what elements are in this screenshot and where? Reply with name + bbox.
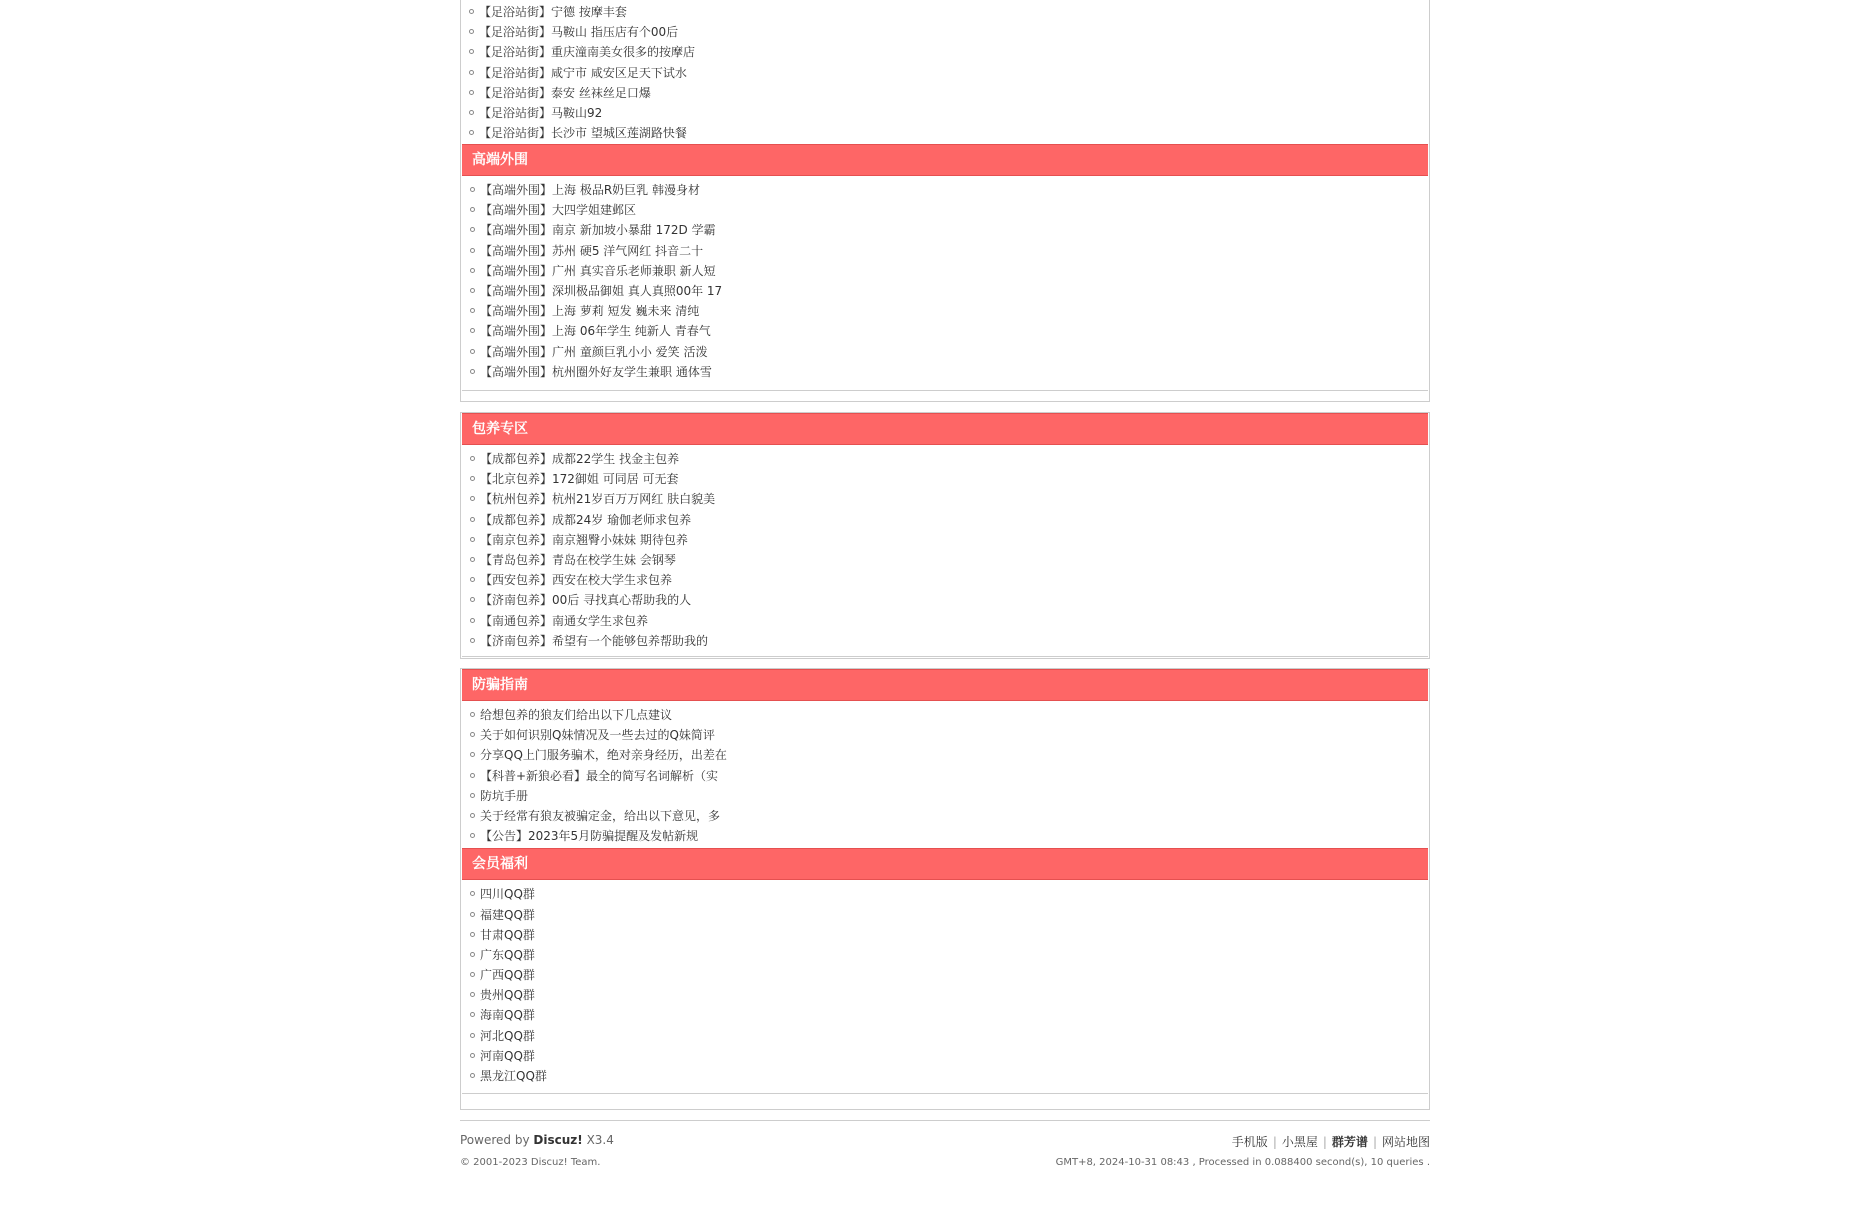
list-item[interactable] <box>470 945 1428 965</box>
bullet-icon <box>470 618 475 623</box>
thread-link[interactable]: 甘肃QQ群 <box>480 927 535 942</box>
thread-link[interactable]: 【杭州包养】杭州21岁百万万网红 肤白貌美 <box>480 492 716 507</box>
thread-link[interactable]: 【高端外围】大四学姐建邺区 <box>480 203 637 218</box>
section-panel <box>462 144 1428 391</box>
list-item[interactable] <box>470 180 1428 200</box>
bullet-icon <box>470 187 475 192</box>
list-item[interactable] <box>470 705 1428 725</box>
thread-link[interactable]: 【高端外围】杭州圈外好友学生兼职 通体雪 <box>480 364 712 379</box>
list-item[interactable] <box>470 489 1428 509</box>
bullet-icon <box>470 537 475 542</box>
section-foot-bath-continued <box>460 0 1430 145</box>
thread-link[interactable]: 【足浴站街】马鞍山92 <box>479 105 603 120</box>
section-body <box>462 445 1428 653</box>
bullet-icon <box>469 9 474 14</box>
thread-list-foot-bath <box>461 0 1429 143</box>
list-item[interactable] <box>470 261 1428 281</box>
link-separator: | <box>1272 1135 1277 1149</box>
bullet-icon <box>470 1033 475 1038</box>
bullet-icon <box>470 813 475 818</box>
bullet-icon <box>469 130 474 135</box>
list-item[interactable] <box>470 905 1428 925</box>
list-item[interactable] <box>470 449 1428 469</box>
list-item[interactable] <box>470 1066 1428 1086</box>
section-title[interactable]: 包养专区 <box>462 413 1428 445</box>
list-item[interactable] <box>470 786 1428 806</box>
bullet-icon <box>470 732 475 737</box>
list-item[interactable] <box>470 965 1428 985</box>
thread-link[interactable]: 【足浴站街】泰安 丝袜丝足口爆 <box>479 85 651 100</box>
footer-divider <box>460 1120 1430 1121</box>
thread-link[interactable]: 【南京包养】南京翘臀小妹妹 期待包养 <box>480 532 688 547</box>
debug-info: GMT+8, 2024-10-31 08:43 , Processed in 0.088400 second(s), 10 queries . <box>1055 1157 1430 1168</box>
list-item[interactable] <box>469 123 1429 143</box>
bullet-icon <box>470 712 475 717</box>
thread-link[interactable]: 【济南包养】00后 寻找真心帮助我的人 <box>480 593 692 608</box>
powered-by <box>460 1133 614 1147</box>
link-separator: | <box>1372 1135 1377 1149</box>
list-item[interactable] <box>470 806 1428 826</box>
list-item[interactable] <box>470 321 1428 341</box>
list-item[interactable] <box>470 766 1428 786</box>
thread-link[interactable]: 给想包养的狼友们给出以下几点建议 <box>480 708 673 722</box>
section-guides-and-benefits <box>460 668 1430 1110</box>
thread-link[interactable]: 【足浴站街】马鞍山 指压店有个00后 <box>479 25 679 40</box>
thread-link[interactable]: 福建QQ群 <box>480 907 535 922</box>
thread-link[interactable]: 河南QQ群 <box>480 1048 535 1063</box>
thread-link[interactable]: 【成都包养】成都24岁 瑜伽老师求包养 <box>480 512 692 527</box>
thread-link[interactable]: 【青岛包养】青岛在校学生妹 会钢琴 <box>480 552 676 567</box>
link-separator: | <box>1322 1135 1327 1149</box>
list-item[interactable] <box>469 42 1429 62</box>
bullet-icon <box>470 638 475 643</box>
thread-link[interactable]: 关于如何识别Q妹情况及一些去过的Q妹简评 <box>480 728 715 743</box>
list-item[interactable] <box>470 1026 1428 1046</box>
thread-list <box>462 705 1428 846</box>
bullet-icon <box>470 891 475 896</box>
bullet-icon <box>469 90 474 95</box>
thread-link[interactable]: 分享QQ上门服务骗术，绝对亲身经历，出差在 <box>480 748 727 763</box>
bullet-icon <box>470 557 475 562</box>
sitemap-link[interactable]: 网站地图 <box>1381 1135 1430 1149</box>
section-panel-anti-fraud <box>462 669 1428 848</box>
list-item[interactable] <box>470 611 1428 631</box>
section-title[interactable]: 防骗指南 <box>462 669 1428 701</box>
bullet-icon <box>470 517 475 522</box>
section-title[interactable]: 会员福利 <box>462 848 1428 880</box>
thread-link[interactable]: 【高端外围】苏州 硬5 洋气网红 抖音二十 <box>480 243 704 258</box>
thread-link[interactable]: 【南通包养】南通女学生求包养 <box>480 613 649 628</box>
list-item[interactable] <box>470 469 1428 489</box>
bullet-icon <box>470 496 475 501</box>
thread-link[interactable]: 【公告】2023年5月防骗提醒及发帖新规 <box>480 829 699 844</box>
list-item[interactable] <box>470 281 1428 301</box>
thread-link[interactable]: 广西QQ群 <box>480 968 535 983</box>
bullet-icon <box>469 110 474 115</box>
bullet-icon <box>470 1012 475 1017</box>
mobile-link[interactable]: 手机版 <box>1231 1135 1268 1149</box>
thread-link[interactable]: 贵州QQ群 <box>480 988 535 1003</box>
thread-link[interactable]: 【西安包养】西安在校大学生求包养 <box>480 573 673 588</box>
discuz-link[interactable]: Discuz! <box>533 1133 583 1147</box>
bullet-icon <box>470 912 475 917</box>
thread-link[interactable]: 海南QQ群 <box>480 1008 535 1023</box>
list-item[interactable] <box>470 985 1428 1005</box>
list-item[interactable] <box>470 301 1428 321</box>
version-label: X3.4 <box>586 1133 614 1147</box>
section-sponsorship <box>460 412 1430 659</box>
powered-prefix: Powered by <box>460 1133 530 1147</box>
thread-link[interactable]: 【足浴站街】咸宁市 咸安区足天下试水 <box>479 65 687 80</box>
thread-link[interactable]: 【高端外围】上海 极品R奶巨乳 韩漫身材 <box>480 183 700 197</box>
list-item[interactable] <box>470 590 1428 610</box>
list-item[interactable] <box>470 725 1428 745</box>
list-item[interactable] <box>470 884 1428 904</box>
bullet-icon <box>470 476 475 481</box>
list-item[interactable] <box>469 22 1429 42</box>
section-high-end <box>460 144 1430 402</box>
bullet-icon <box>470 992 475 997</box>
bullet-icon <box>470 597 475 602</box>
bullet-icon <box>470 972 475 977</box>
bullet-icon <box>470 833 475 838</box>
bullet-icon <box>470 773 475 778</box>
list-item[interactable] <box>469 103 1429 123</box>
thread-link[interactable]: 【高端外围】深圳极品御姐 真人真照00年 17 <box>480 283 723 298</box>
bullet-icon <box>470 288 475 293</box>
section-body <box>462 176 1428 384</box>
thread-link[interactable]: 【足浴站街】重庆潼南美女很多的按摩店 <box>479 45 696 60</box>
list-item[interactable] <box>470 362 1428 382</box>
footer-links <box>1232 1133 1430 1150</box>
list-item[interactable] <box>470 1005 1428 1025</box>
bullet-icon <box>470 349 475 354</box>
list-item[interactable] <box>470 510 1428 530</box>
list-item[interactable] <box>470 1046 1428 1066</box>
thread-list <box>462 884 1428 1086</box>
thread-link[interactable]: 【高端外围】上海 萝莉 短发 巍未来 清纯 <box>480 304 700 319</box>
list-item[interactable] <box>469 83 1429 103</box>
bullet-icon <box>470 227 475 232</box>
bullet-icon <box>470 369 475 374</box>
thread-link[interactable]: 广东QQ群 <box>480 947 535 962</box>
section-body <box>462 701 1428 848</box>
bullet-icon <box>470 1053 475 1058</box>
list-item[interactable] <box>470 550 1428 570</box>
thread-link[interactable]: 防坑手册 <box>480 788 529 803</box>
bullet-icon <box>469 49 474 54</box>
list-item[interactable] <box>469 63 1429 83</box>
section-panel <box>462 413 1428 657</box>
thread-link[interactable]: 【高端外围】广州 童颜巨乳小小 爱笑 活泼 <box>480 344 708 359</box>
list-item[interactable] <box>470 745 1428 765</box>
bullet-icon <box>470 308 475 313</box>
thread-list <box>462 449 1428 651</box>
bullet-icon <box>470 932 475 937</box>
list-item[interactable] <box>470 342 1428 362</box>
thread-link[interactable]: 黑龙江QQ群 <box>480 1069 547 1083</box>
list-item[interactable] <box>470 826 1428 846</box>
thread-link[interactable]: 【足浴站街】长沙市 望城区莲湖路快餐 <box>479 126 687 141</box>
thread-link[interactable]: 【北京包养】172御姐 可同居 可无套 <box>480 472 679 487</box>
thread-link[interactable]: 河北QQ群 <box>480 1028 535 1043</box>
bullet-icon <box>469 70 474 75</box>
list-item[interactable] <box>470 631 1428 651</box>
thread-link[interactable]: 【科普+新狼必看】最全的简写名词解析（实 <box>480 768 719 783</box>
qunfangpu-link[interactable]: 群芳谱 <box>1331 1135 1368 1149</box>
copyright: © 2001-2023 Discuz! Team. <box>460 1157 601 1168</box>
blacklist-link[interactable]: 小黑屋 <box>1281 1135 1318 1149</box>
bullet-icon <box>470 248 475 253</box>
list-item[interactable] <box>470 220 1428 240</box>
bullet-icon <box>470 207 475 212</box>
bullet-icon <box>470 577 475 582</box>
bullet-icon <box>470 952 475 957</box>
bullet-icon <box>469 29 474 34</box>
list-item[interactable] <box>470 925 1428 945</box>
bullet-icon <box>470 1073 475 1078</box>
section-body <box>462 880 1428 1088</box>
bullet-icon <box>470 328 475 333</box>
section-panel-member-benefits <box>462 848 1428 1094</box>
thread-link[interactable]: 【济南包养】希望有一个能够包养帮助我的 <box>480 633 709 648</box>
list-item[interactable] <box>470 530 1428 550</box>
thread-link[interactable]: 四川QQ群 <box>480 887 535 902</box>
list-item[interactable] <box>470 241 1428 261</box>
bullet-icon <box>470 456 475 461</box>
list-item[interactable] <box>470 200 1428 220</box>
thread-list <box>462 180 1428 382</box>
thread-link[interactable]: 【高端外围】广州 真实音乐老师兼职 新人短 <box>480 263 716 278</box>
section-title[interactable]: 高端外围 <box>462 144 1428 176</box>
thread-link[interactable]: 【高端外围】南京 新加坡小暴甜 172D 学霸 <box>480 223 716 238</box>
bullet-icon <box>470 268 475 273</box>
list-item[interactable] <box>470 570 1428 590</box>
thread-link[interactable]: 【成都包养】成都22学生 找金主包养 <box>480 452 680 466</box>
bullet-icon <box>470 793 475 798</box>
list-item[interactable] <box>469 2 1429 22</box>
thread-link[interactable]: 关于经常有狼友被骗定金，给出以下意见，多 <box>480 808 721 823</box>
bullet-icon <box>470 752 475 757</box>
thread-link[interactable]: 【高端外围】上海 06年学生 纯新人 青春气 <box>480 324 711 339</box>
thread-link[interactable]: 【足浴站街】宁德 按摩丰套 <box>479 5 627 19</box>
